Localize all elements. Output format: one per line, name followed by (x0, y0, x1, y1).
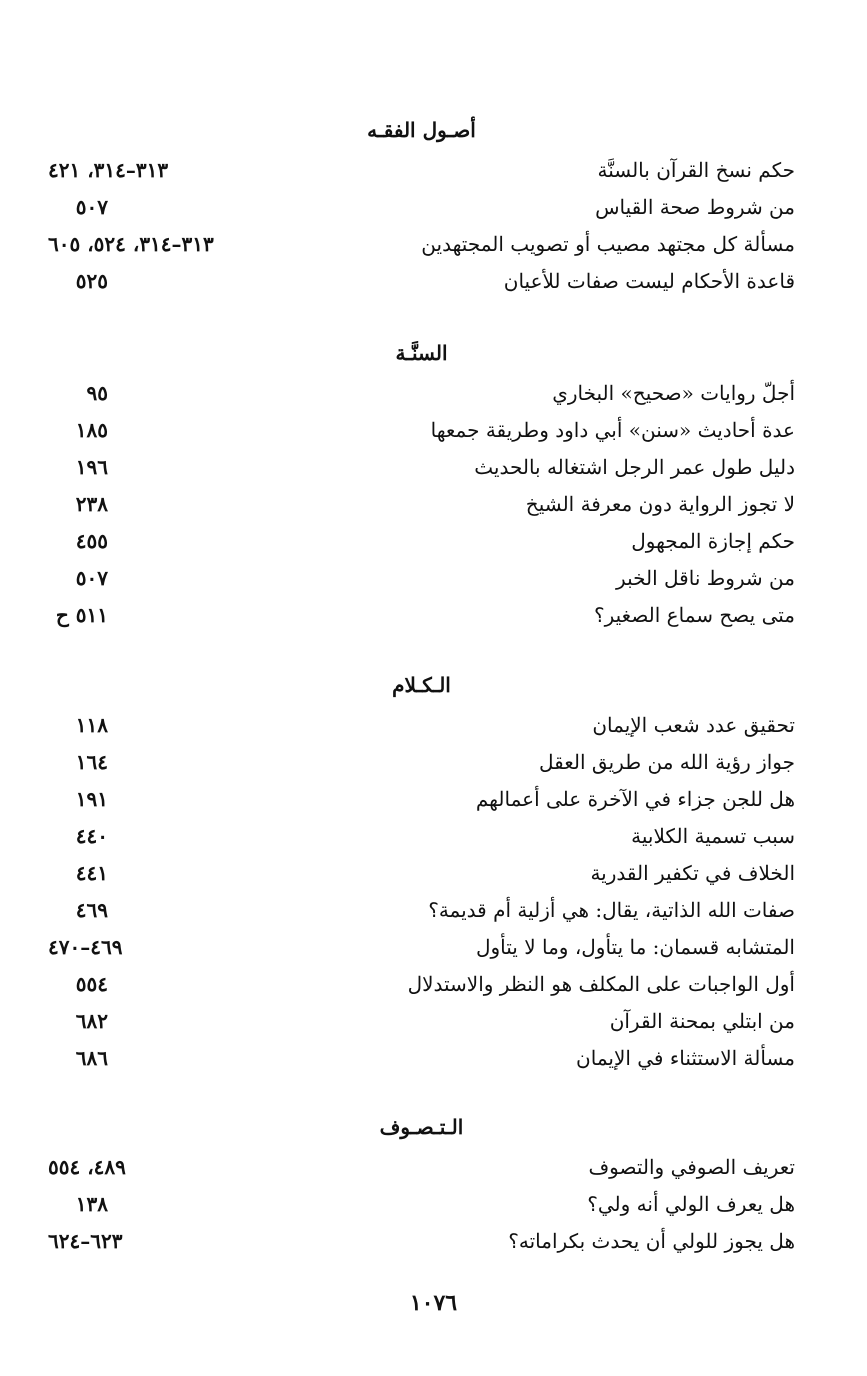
entry-topic: أجلّ روايات «صحيح» البخاري (552, 380, 795, 405)
section-tasawwuf (48, 1112, 795, 1259)
entry-pages: ٥٠٧ (75, 194, 108, 219)
index-entry (48, 891, 795, 928)
section-usul-al-fiqh (48, 115, 795, 299)
entry-topic: أول الواجبات على المكلف هو النظر والاستدلال (407, 971, 795, 996)
entry-pages: ٦٨٢ (75, 1008, 108, 1033)
index-entry (48, 1222, 795, 1259)
index-entry (48, 706, 795, 743)
index-entry (48, 448, 795, 485)
entry-pages: ٤٦٩–٤٧٠ (48, 934, 123, 959)
section-kalam (48, 670, 795, 1076)
section-title: الـتـصـوف (379, 1115, 464, 1139)
entry-pages: ٥٥٤ (75, 971, 108, 996)
index-entry (48, 854, 795, 891)
entry-topic: هل يعرف الولي أنه ولي؟ (587, 1191, 795, 1216)
index-entry (48, 817, 795, 854)
entry-topic: هل للجن جزاء في الآخرة على أعمالهم (475, 786, 795, 811)
entry-pages: ٩٥ (86, 380, 108, 405)
section-sunnah (48, 338, 795, 633)
entry-pages: ١٣٨ (75, 1191, 108, 1216)
index-entry (48, 411, 795, 448)
index-entry (48, 1039, 795, 1076)
section-title: السنَّـة (395, 341, 448, 365)
entry-pages: ٤٥٥ (75, 528, 108, 553)
section-title: أصـول الفقـه (367, 118, 476, 142)
index-entry (48, 780, 795, 817)
entry-topic: المتشابه قسمان: ما يتأول، وما لا يتأول (475, 934, 795, 959)
entry-topic: من شروط صحة القياس (595, 194, 795, 219)
index-entry (48, 1002, 795, 1039)
entry-pages: ٤٤١ (75, 860, 108, 885)
index-entry (48, 522, 795, 559)
index-entry (48, 965, 795, 1002)
index-entry (48, 225, 795, 262)
index-entry (48, 596, 795, 633)
entry-topic: جواز رؤية الله من طريق العقل (539, 749, 795, 774)
index-entry (48, 1148, 795, 1185)
entry-topic: من شروط ناقل الخبر (616, 565, 795, 590)
entry-pages: ٣١٣–٣١٤، ٤٢١ (48, 157, 169, 182)
entry-pages: ٦٨٦ (75, 1045, 108, 1070)
entry-topic: مسألة الاستثناء في الإيمان (576, 1045, 795, 1070)
entry-pages: ٢٣٨ (75, 491, 108, 516)
entry-topic: مسألة كل مجتهد مصيب أو تصويب المجتهدين (421, 231, 795, 256)
index-entry (48, 743, 795, 780)
index-entry (48, 485, 795, 522)
entry-pages: ١٦٤ (75, 749, 108, 774)
entry-pages: ١١٨ (75, 712, 108, 737)
entry-pages: ٥١١ ح (55, 602, 108, 627)
entry-pages: ٥٢٥ (75, 268, 108, 293)
entry-pages: ٤٤٠ (75, 823, 108, 848)
entry-topic: قاعدة الأحكام ليست صفات للأعيان (503, 268, 795, 293)
index-entry (48, 1185, 795, 1222)
entry-topic: حكم نسخ القرآن بالسنَّة (597, 157, 795, 182)
entry-pages: ٦٢٣–٦٢٤ (48, 1228, 123, 1253)
index-entry (48, 151, 795, 188)
entry-topic: من ابتلي بمحنة القرآن (609, 1008, 795, 1033)
entry-pages: ٤٦٩ (75, 897, 108, 922)
index-entry (48, 188, 795, 225)
entry-topic: هل يجوز للولي أن يحدث بكراماته؟ (508, 1228, 795, 1253)
index-entry (48, 262, 795, 299)
entry-topic: سبب تسمية الكلابية (631, 823, 795, 848)
entry-topic: دليل طول عمر الرجل اشتغاله بالحديث (474, 454, 795, 479)
entry-pages: ٤٨٩، ٥٥٤ (48, 1154, 126, 1179)
entry-pages: ١٨٥ (75, 417, 108, 442)
entry-pages: ٣١٣–٣١٤، ٥٢٤، ٦٠٥ (48, 231, 214, 256)
index-entry (48, 559, 795, 596)
index-entry (48, 928, 795, 965)
entry-topic: صفات الله الذاتية، يقال: هي أزلية أم قديمة؟ (428, 897, 795, 922)
entry-pages: ٥٠٧ (75, 565, 108, 590)
entry-topic: عدة أحاديث «سنن» أبي داود وطريقة جمعها (430, 417, 795, 442)
page-number: ١٠٧٦ (409, 1290, 458, 1316)
entry-topic: تحقيق عدد شعب الإيمان (592, 712, 795, 737)
entry-topic: حكم إجازة المجهول (631, 528, 795, 553)
section-title: الـكـلام (392, 673, 451, 697)
entry-topic: تعريف الصوفي والتصوف (588, 1154, 795, 1179)
index-entry (48, 374, 795, 411)
entry-pages: ١٩٦ (75, 454, 108, 479)
entry-topic: الخلاف في تكفير القدرية (590, 860, 795, 885)
entry-topic: متى يصح سماع الصغير؟ (594, 602, 795, 627)
entry-topic: لا تجوز الرواية دون معرفة الشيخ (525, 491, 795, 516)
entry-pages: ١٩١ (75, 786, 108, 811)
